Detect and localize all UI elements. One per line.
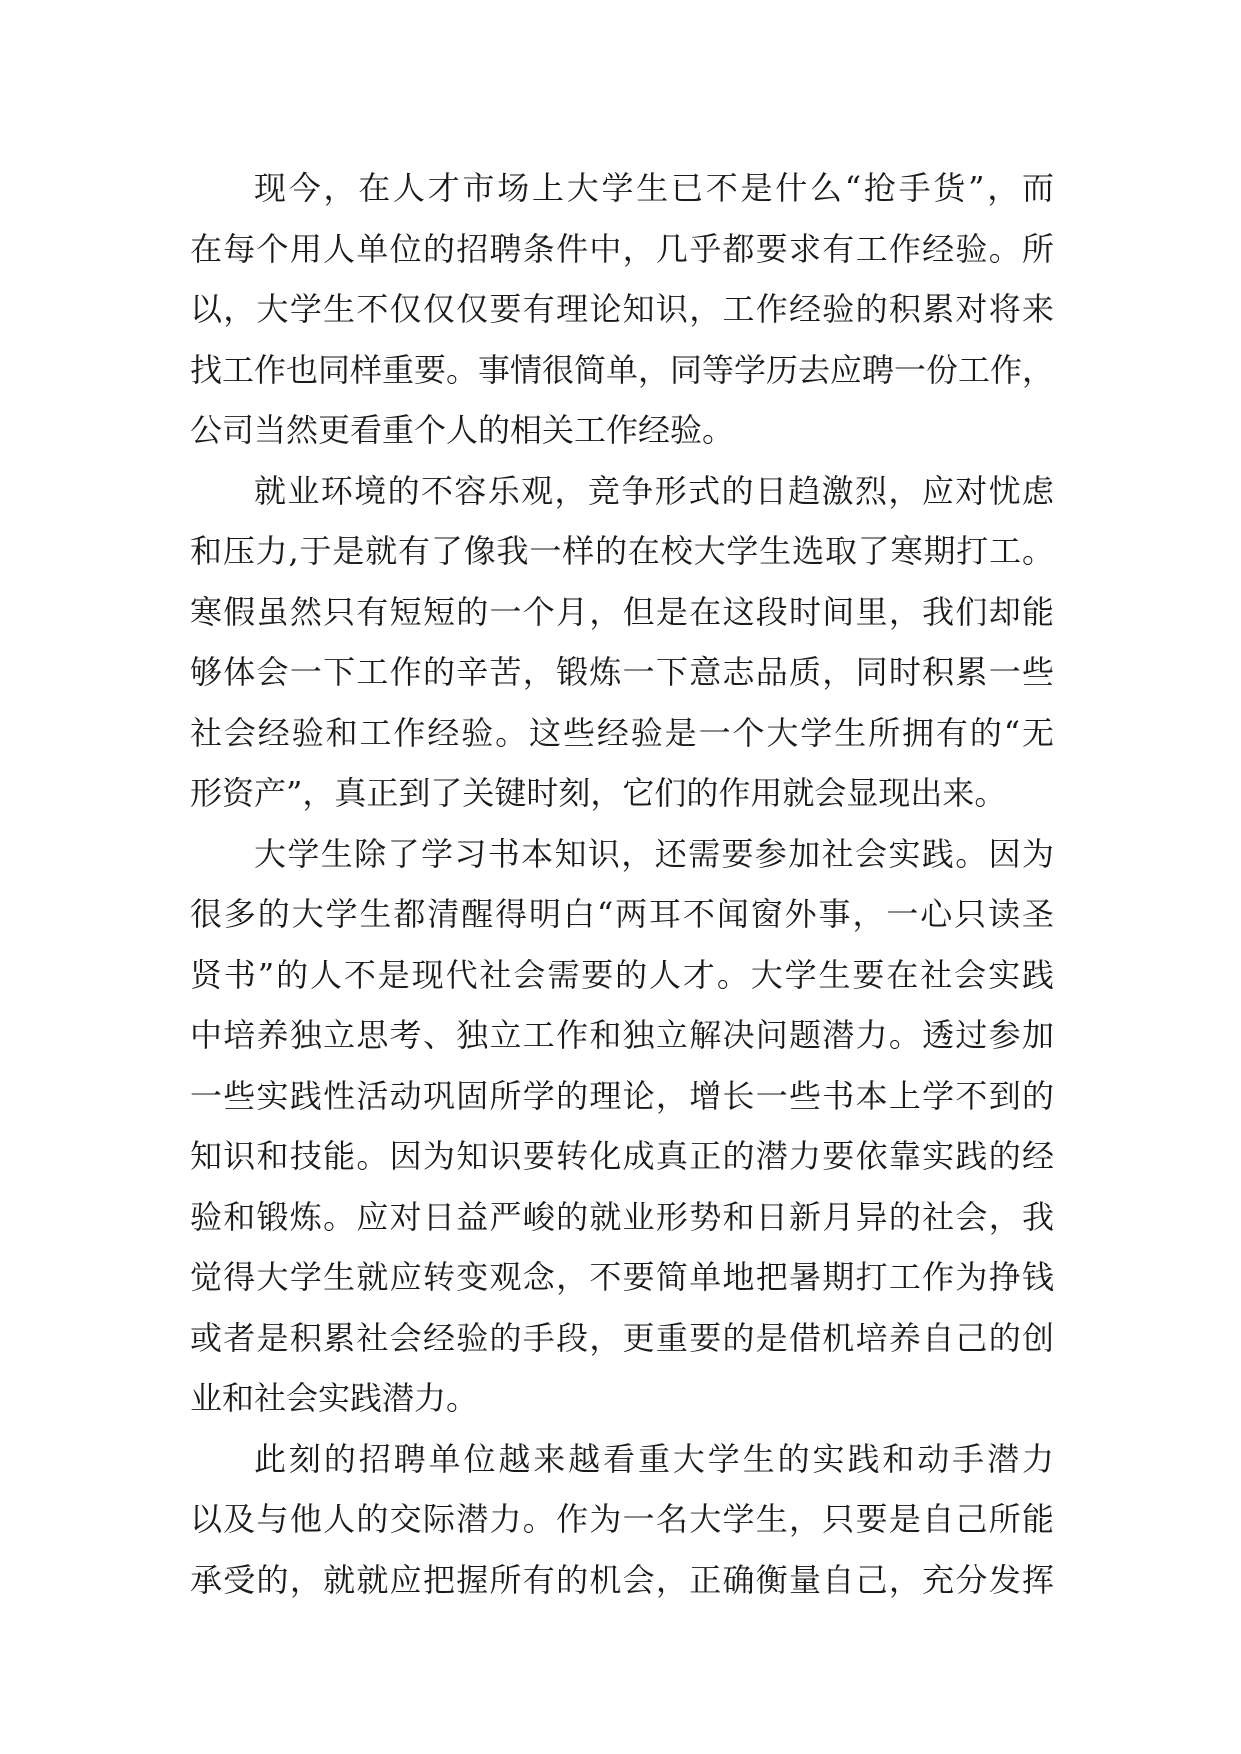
text-line: 验和锻炼。应对日益严峻的就业形势和日新月异的社会，我 [190, 1197, 1054, 1236]
text-line: 很多的大学生都清醒得明白“两耳不闻窗外事，一心只读圣 [190, 895, 1054, 933]
document-body [190, 158, 1054, 1610]
text-line: 以及与他人的交际潜力。作为一名大学生，只要是自己所能 [190, 1500, 1054, 1538]
text-line: 以，大学生不仅仅仅要有理论知识，工作经验的积累对将来 [190, 290, 1054, 328]
text-line: 或者是积累社会经验的手段，更重要的是借机培养自己的创 [190, 1318, 1054, 1357]
text-line: 承受的，就就应把握所有的机会，正确衡量自己，充分发挥 [190, 1560, 1054, 1599]
text-line: 找工作也同样重要。事情很简单，同等学历去应聘一份工作， [190, 350, 1055, 389]
paragraph-2 [190, 461, 1054, 824]
text-line: 知识和技能。因为知识要转化成真正的潜力要依靠实践的经 [190, 1137, 1054, 1175]
text-line: 大学生除了学习书本知识，还需要参加社会实践。因为 [254, 834, 1054, 873]
text-line: 业和社会实践潜力。 [190, 1379, 479, 1417]
text-line: 中培养独立思考、独立工作和独立解决问题潜力。透过参加 [190, 1016, 1054, 1054]
text-line: 够体会一下工作的辛苦，锻炼一下意志品质，同时积累一些 [190, 653, 1054, 691]
text-line: 一些实践性活动巩固所学的理论，增长一些书本上学不到的 [190, 1076, 1054, 1115]
text-line: 贤书”的人不是现代社会需要的人才。大学生要在社会实践 [190, 955, 1054, 994]
paragraph-3 [190, 824, 1054, 1429]
text-line: 和压力,于是就有了像我一样的在校大学生选取了寒期打工。 [190, 532, 1054, 570]
text-line: 寒假虽然只有短短的一个月，但是在这段时间里，我们却能 [190, 592, 1054, 631]
text-line: 在每个用人单位的招聘条件中，几乎都要求有工作经验。所 [190, 229, 1054, 268]
text-line: 公司当然更看重个人的相关工作经验。 [190, 411, 735, 449]
text-line: 此刻的招聘单位越来越看重大学生的实践和动手潜力 [254, 1439, 1054, 1478]
text-line: 现今，在人才市场上大学生已不是什么“抢手货”，而 [254, 169, 1054, 207]
text-line: 觉得大学生就应转变观念，不要简单地把暑期打工作为挣钱 [190, 1258, 1054, 1296]
paragraph-1 [190, 158, 1054, 461]
paragraph-4 [190, 1429, 1054, 1611]
text-line: 形资产”，真正到了关键时刻，它们的作用就会显现出来。 [190, 774, 1007, 812]
text-line: 社会经验和工作经验。这些经验是一个大学生所拥有的“无 [190, 713, 1054, 752]
text-line: 就业环境的不容乐观，竞争形式的日趋激烈，应对忧虑 [254, 471, 1054, 510]
